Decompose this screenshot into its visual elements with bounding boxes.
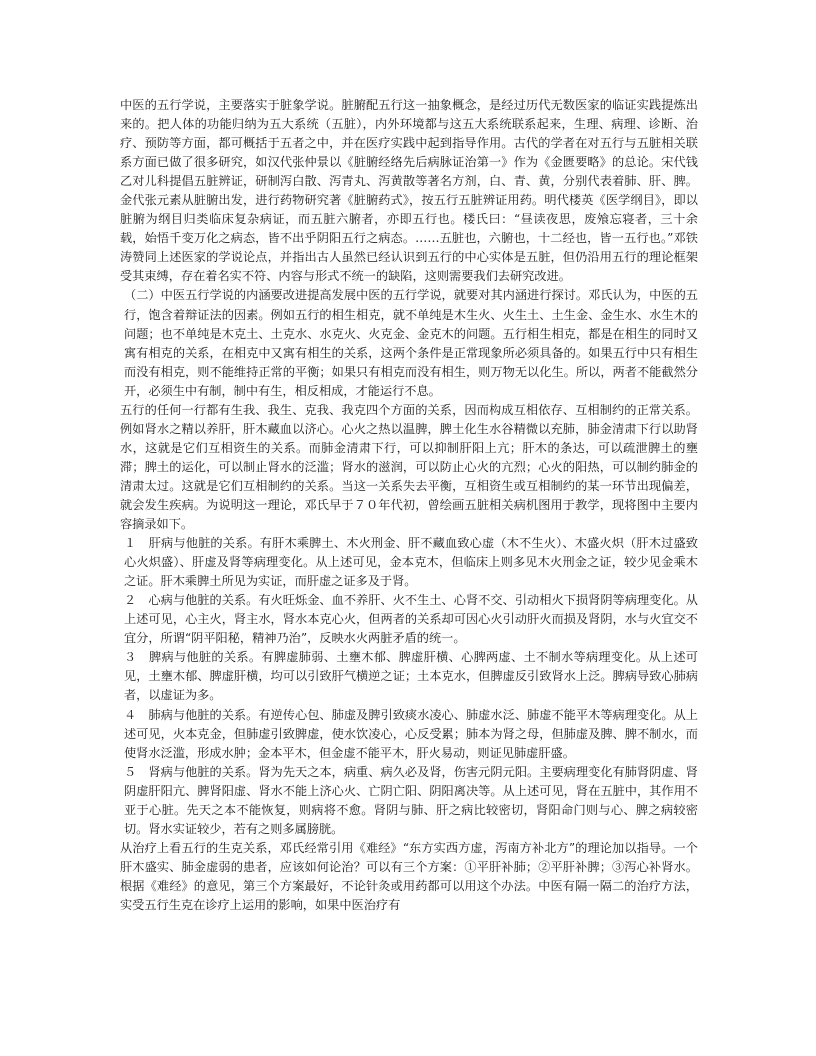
- paragraph-relations: 五行的任何一行都有生我、我生、克我、我克四个方面的关系，因而构成互相依存、互相制约的正常关系。例如肾水之精以养肝，肝木藏血以济心。心火之热以温脾，脾土化生水谷精微以充肺，肺金清肃下行以助肾水，这就是它们互相资生的关系。而肺金清肃下行，可以抑制肝阳上亢；肝木的条达，可以疏泄脾土的壅滞；脾土的运化，可以制止肾水的泛滥；肾水的滋润，可以防止心火的亢烈；心火的阳热，可以制约肺金的清肃太过。这就是它们互相制约的关系。当这一关系失去平衡，互相资生或互相制约的某一环节出现偏差，就会发生疾病。为说明这一理论，邓氏早于７０年代初，曾绘画五脏相关病机图用于教学，现将图中主要内容摘录如下。: [120, 402, 698, 532]
- list-item-kidney: ５ 肾病与他脏的关系。肾为先天之本，病重、病久必及肾，伤害元阴元阳。主要病理变化有肺肾阴虚、肾阴虚肝阳亢、脾肾阳虚、肾水不能上济心火、亡阴亡阳、阴阳离决等。从上述可见，肾在五脏中，其作用不亚于心脏。先天之本不能恢复，则病将不愈。肾阴与肺、肝之病比较密切，肾阳命门则与心、脾之病较密切。肾水实证较少，若有之则多属膀胱。: [124, 764, 698, 836]
- list-item-heart: ２ 心病与他脏的关系。有火旺烁金、血不养肝、火不生土、心肾不交、引动相火下损肾阴等病理变化。从上述可见，心主火，肾主水，肾水本克心火，但两者的关系却可因心火引动肝火而损及肾阴，水与火宜交不宜分，所谓“阴平阳秘，精神乃治”，反映水火两脏矛盾的统一。: [124, 593, 698, 646]
- list-item-lung: ４ 肺病与他脏的关系。有逆传心包、肺虚及脾引致痰水凌心、肺虚水泛、肺虚不能平木等病理变化。从上述可见，火本克金，但肺虚引致脾虚，使水饮凌心，心反受累；肺本为肾之母，但肺虚及脾、脾不制水，而使肾水泛滥，形成水肿；金本平木，但金虚不能平木，肝火易动，则证见肺虚肝盛。: [124, 707, 698, 760]
- list-item-liver: １ 肝病与他脏的关系。有肝木乘脾土、木火刑金、肝不藏血致心虚（木不生火）、木盛火炽（肝木过盛致心火炽盛）、肝虚及肾等病理变化。从上述可见，金本克木，但临床上则多见木火刑金之证，较少见金乘木之证。肝木乘脾土所见为实证，而肝虚之证多及于肾。: [124, 536, 698, 589]
- paragraph-intro: 中医的五行学说，主要落实于脏象学说。脏腑配五行这一抽象概念，是经过历代无数医家的临证实践提炼出来的。把人体的功能归纳为五大系统（五脏），内外环境都与这五大系统联系起来，生理、病理、诊断、治疗、预防等方面，都可概括于五者之中，并在医疗实践中起到指导作用。古代的学者在对五行与五脏相关联系方面已做了很多研究，如汉代张仲景以《脏腑经络先后病脉证治第一》作为《金匮要略》的总论。宋代钱乙对儿科提倡五脏辨证，研制泻白散、泻青丸、泻黄散等著名方剂，白、青、黄，分别代表着肺、肝、脾。金代张元素从脏腑出发，进行药物研究著《脏腑药式》，按五行五脏辨证用药。明代楼英《医学纲目》，即以脏腑为纲目归类临床复杂病证，而五脏六腑者，亦即五行也。楼氏曰：“昼读夜思，废飧忘寝者，三十余载，始悟千变万化之病态，皆不出乎阴阳五行之病态。……五脏也，六腑也，十二经也，皆一五行也。”邓铁涛赞同上述医家的学说论点，并指出古人虽然已经认识到五行的中心实体是五脏，但仍沿用五行的理论框架受其束缚，存在着名实不符、内容与形式不统一的缺陷，这则需要我们去研究改进。: [120, 98, 698, 284]
- paragraph-treatment: 从治疗上看五行的生克关系，邓氏经常引用《难经》“东方实西方虚，泻南方补北方”的理论加以指导。一个肝木盛实、肺金虚弱的患者，应该如何论治？可以有三个方案：①平肝补肺；②平肝补脾；③泻心补肾水。根据《难经》的意见，第三个方案最好，不论针灸或用药都可以用这个办法。中医有隔一隔二的治疗方法，实受五行生克在诊疗上运用的影响，如果中医治疗有: [120, 840, 698, 912]
- document-body: [120, 96, 698, 915]
- list-item-spleen: ３ 脾病与他脏的关系。有脾虚肺弱、土壅木郁、脾虚肝横、心脾两虚、土不制水等病理变化。从上述可见，土壅木郁、脾虚肝横，均可以引致肝气横逆之证；土本克水，但脾虚反引致肾水上泛。脾病导致心肺病者，以虚证为多。: [124, 650, 698, 703]
- paragraph-section-two: （二）中医五行学说的内涵要改进提高发展中医的五行学说，就要对其内涵进行探讨。邓氏认为，中医的五行，饱含着辩证法的因素。例如五行的相生相克，就不单纯是木生火、火生土、土生金、金生水、水生木的问题；也不单纯是木克土、土克水、水克火、火克金、金克木的问题。五行相生相克，都是在相生的同时又寓有相克的关系，在相克中又寓有相生的关系，这两个条件是正常现象所必须具备的。如果五行中只有相生而没有相克，则不能维持正常的平衡；如果只有相克而没有相生，则万物无以化生。所以，两者不能截然分开，必须生中有制，制中有生，相反相成，才能运行不息。: [124, 288, 698, 398]
